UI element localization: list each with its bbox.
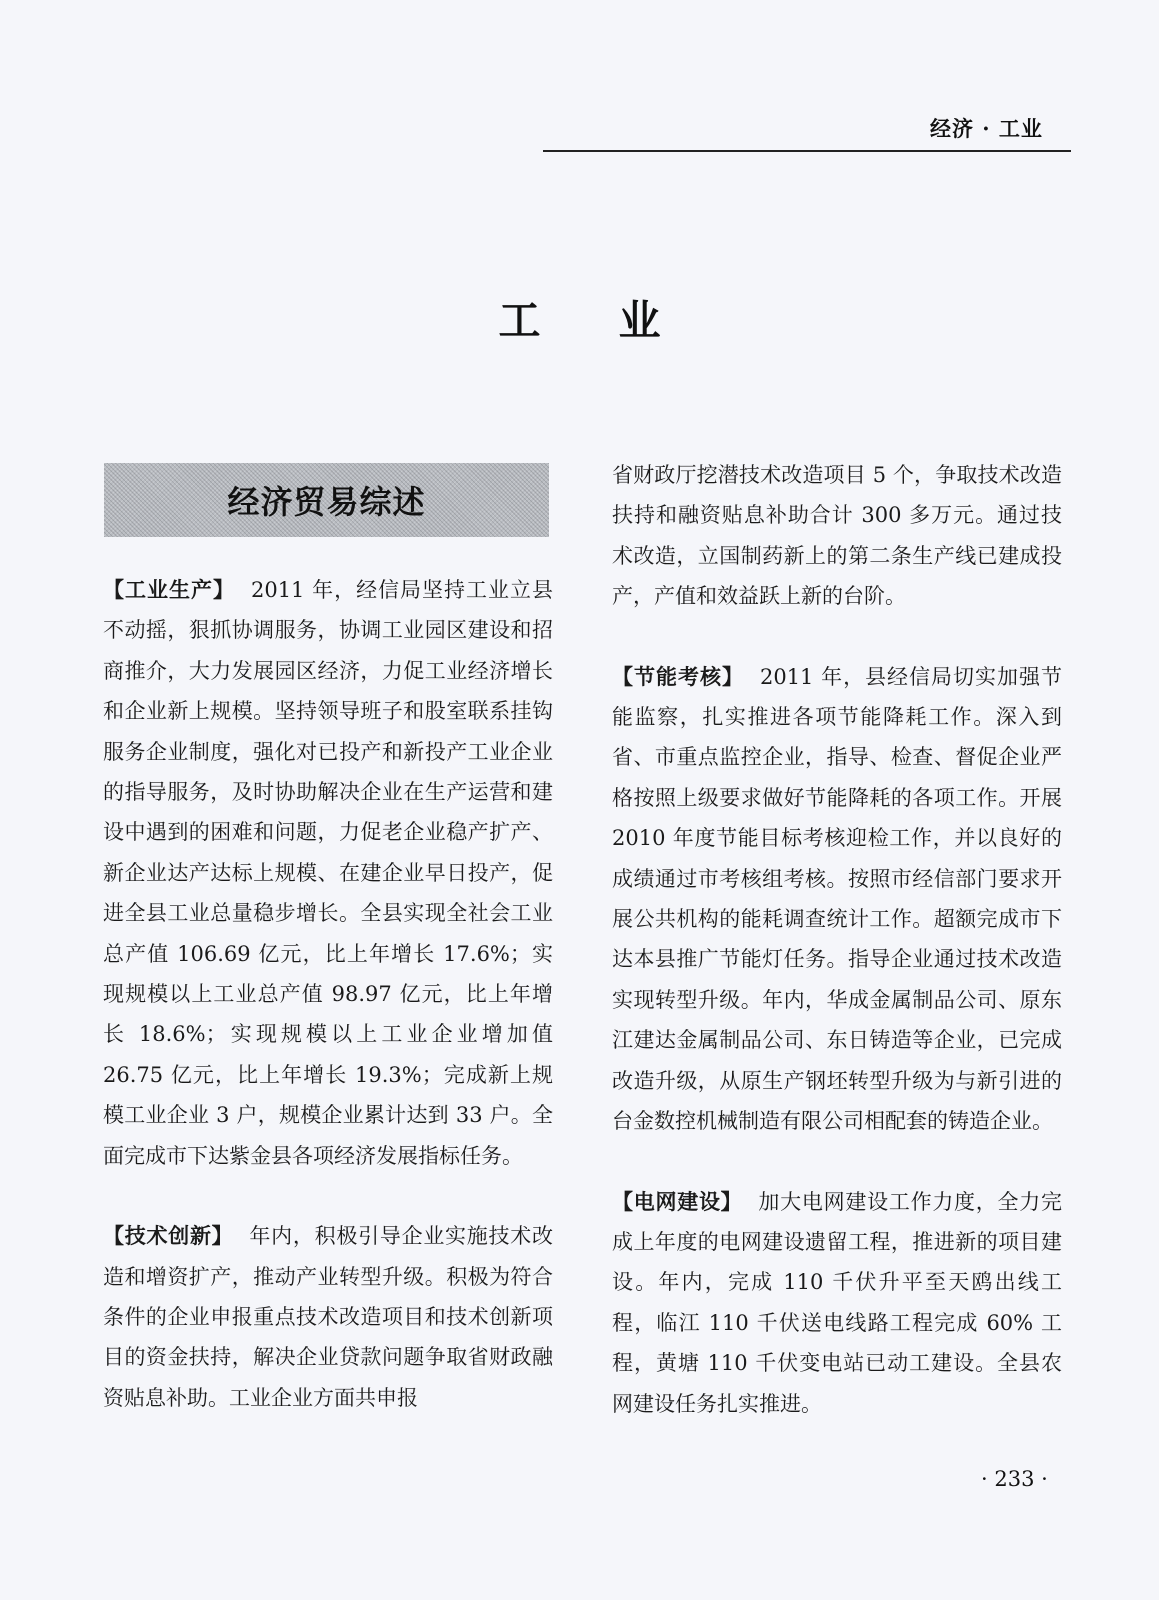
paragraph-text: 年内，积极引导企业实施技术改造和增资扩产，推动产业转型升级。积极为符合条件的企业申报重点技术改造项目和技术创新项目的资金扶持，解决企业贷款问题争取省财政融资贴息补助。工业企业方面共申报 [103,1224,553,1410]
right-column [612,455,1062,1424]
paragraph-heading: 【技术创新】 [103,1224,234,1249]
running-header: 经济 · 工业 [930,116,1043,141]
paragraph-grid-construction [612,1182,1062,1424]
paragraph-text: 2011 年，经信局坚持工业立县不动摇，狠抓协调服务，协调工业园区建设和招商推介，大力发展园区经济，力促工业经济增长和企业新上规模。坚持领导班子和股室联系挂钩服务企业制度，强化对已投产和新投产工业企业的指导服务，及时协助解决企业在生产运营和建设中遇到的困难和问题，力促老企业稳产扩产、新企业达产达标上规模、在建企业早日投产，促进全县工业总量稳步增长。全县实现全社会工业总产值 106.69 亿元，比上年增长 17.6%；实现规模以上工业总产值 98.97 亿元，比上年增长 18.6%；实现规模以上工业企业增加值 26.75 亿元，比上年增长 19.3%；完成新上规模工业企业 3 户，规模企业累计达到 33 户。全面完成市下达紫金县各项经济发展指标任务。 [103,578,554,1168]
page-number: · 233 · [981,1467,1048,1491]
paragraph-heading: 【电网建设】 [612,1189,743,1214]
header-rule [543,150,1071,152]
section-banner-label: 经济贸易综述 [227,483,426,521]
paragraph-tech-innovation-cont [612,455,1062,617]
paragraph-text: 加大电网建设工作力度，全力完成上年度的电网建设遗留工程，推进新的项目建设。年内，完成 110 千伏升平至天鸥出线工程，临江 110 千伏送电线路工程完成 60% 工程，黄塘 110 千伏变电站已动工建设。全县农网建设任务扎实推进。 [612,1189,1062,1416]
paragraph-energy-assessment [612,657,1062,1142]
left-column [103,570,553,1418]
paragraph-tech-innovation [103,1216,553,1418]
paragraph-heading: 【节能考核】 [612,664,744,689]
paragraph-text: 省财政厅挖潜技术改造项目 5 个，争取技术改造扶持和融资贴息补助合计 300 多万元。通过技术改造，立国制药新上的第二条生产线已建成投产，产值和效益跃上新的台阶。 [612,463,1062,609]
chapter-title: 工业 [498,296,739,345]
paragraph-heading: 【工业生产】 [103,578,235,602]
paragraph-industrial-production [103,570,553,1176]
section-banner [104,463,549,537]
paragraph-text: 2011 年，县经信局切实加强节能监察，扎实推进各项节能降耗工作。深入到省、市重点监控企业，指导、检查、督促企业严格按照上级要求做好节能降耗的各项工作。开展 2010 年度节能目标考核迎检工作，并以良好的成绩通过市考核组考核。按照市经信部门要求开展公共机构的能耗调查统计工作。超额完成市下达本县推广节能灯任务。指导企业通过技术改造实现转型升级。年内，华成金属制品公司、原东江建达金属制品公司、东日铸造等企业，已完成改造升级，从原生产钢坯转型升级为与新引进的台金数控机械制造有限公司相配套的铸造企业。 [612,664,1063,1134]
